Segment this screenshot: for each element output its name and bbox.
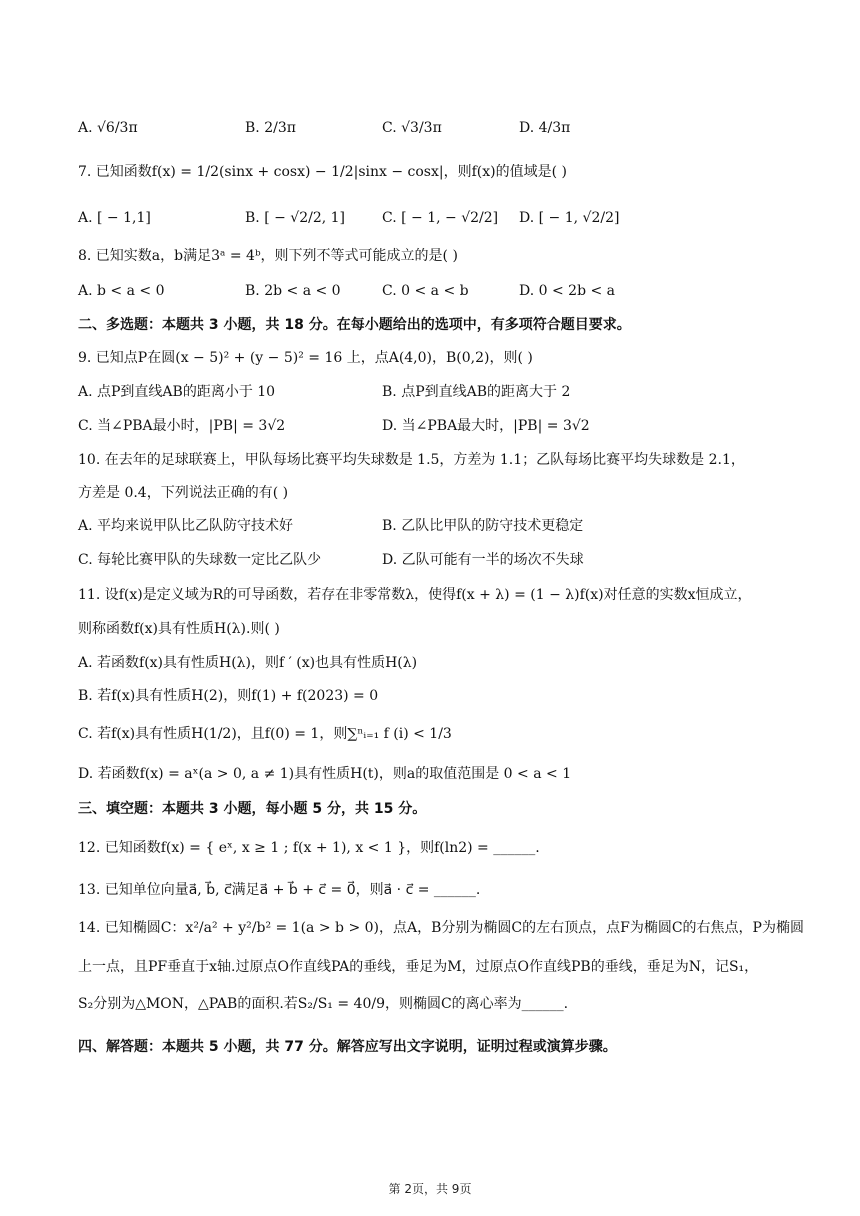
q8-option-c: C. 0 < a < b — [382, 283, 469, 299]
q7-option-b: B. [ − √2/2, 1] — [245, 210, 346, 226]
q9-option-a: A. 点P到直线AB的距离小于 10 — [78, 384, 276, 400]
q11-option-c: C. 若f(x)具有性质H(1/2)，且f(0) = 1，则∑ⁿᵢ₌₁ f (i) < 1/3 — [78, 726, 452, 742]
section-4-heading: 四、解答题：本题共 5 小题，共 77 分。解答应写出文字说明，证明过程或演算步骤。 — [78, 1039, 617, 1055]
q6-option-b: B. 2/3π — [245, 120, 296, 136]
q8-option-a: A. b < a < 0 — [78, 283, 165, 299]
q11-option-b: B. 若f(x)具有性质H(2)，则f(1) + f(2023) = 0 — [78, 688, 379, 704]
q11-stem-line1: 11. 设f(x)是定义域为R的可导函数，若存在非零常数λ，使得f(x + λ) = (1 − λ)f(x)对任意的实数x恒成立， — [78, 587, 752, 603]
q14-line3: S₂分别为△MON，△PAB的面积.若S₂/S₁ = 40/9，则椭圆C的离心率为______. — [78, 996, 569, 1012]
q10-stem-line1: 10. 在去年的足球联赛上，甲队每场比赛平均失球数是 1.5，方差为 1.1；乙队每场比赛平均失球数是 2.1， — [78, 452, 745, 468]
q6-option-c: C. √3/3π — [382, 120, 442, 136]
q10-option-a: A. 平均来说甲队比乙队防守技术好 — [78, 518, 294, 534]
q9-stem: 9. 已知点P在圆(x − 5)² + (y − 5)² = 16 上，点A(4,0)，B(0,2)，则( ) — [78, 350, 533, 366]
q9-option-b: B. 点P到直线AB的距离大于 2 — [382, 384, 571, 400]
q7-option-a: A. [ − 1,1] — [78, 210, 151, 226]
q11-option-a: A. 若函数f(x)具有性质H(λ)，则f ′ (x)也具有性质H(λ) — [78, 655, 418, 671]
q8-option-b: B. 2b < a < 0 — [245, 283, 341, 299]
q10-option-d: D. 乙队可能有一半的场次不失球 — [382, 552, 584, 568]
q13-stem: 13. 已知单位向量a⃗, b⃗, c⃗满足a⃗ + b⃗ + c⃗ = 0⃗，则a⃗ · c⃗ = ______. — [78, 882, 481, 898]
q10-option-b: B. 乙队比甲队的防守技术更稳定 — [382, 518, 584, 534]
q14-line2: 上一点，且PF垂直于x轴.过原点O作直线PA的垂线，垂足为M，过原点O作直线PB的垂线，垂足为N，记S₁， — [78, 959, 759, 975]
q11-stem-line2: 则称函数f(x)具有性质H(λ).则( ) — [78, 621, 280, 637]
q10-stem-line2: 方差是 0.4，下列说法正确的有( ) — [78, 485, 289, 501]
q6-option-d: D. 4/3π — [519, 120, 571, 136]
q7-option-d: D. [ − 1, √2/2] — [519, 210, 620, 226]
q7-stem: 7. 已知函数f(x) = 1/2(sinx + cosx) − 1/2|sinx − cosx|，则f(x)的值域是( ) — [78, 164, 567, 180]
page-footer: 第 2页，共 9页 — [388, 1182, 472, 1196]
q8-stem: 8. 已知实数a，b满足3ᵃ = 4ᵇ，则下列不等式可能成立的是( ) — [78, 248, 458, 264]
q9-option-d: D. 当∠PBA最大时，|PB| = 3√2 — [382, 418, 590, 434]
q9-option-c: C. 当∠PBA最小时，|PB| = 3√2 — [78, 418, 286, 434]
q14-line1: 14. 已知椭圆C：x²/a² + y²/b² = 1(a > b > 0)，点A，B分别为椭圆C的左右顶点，点F为椭圆C的右焦点，P为椭圆 — [78, 920, 804, 936]
section-3-heading: 三、填空题：本题共 3 小题，每小题 5 分，共 15 分。 — [78, 801, 427, 817]
q7-option-c: C. [ − 1, − √2/2] — [382, 210, 499, 226]
q8-option-d: D. 0 < 2b < a — [519, 283, 616, 299]
q12-stem: 12. 已知函数f(x) = { eˣ, x ≥ 1 ; f(x + 1), x < 1 }，则f(ln2) = ______. — [78, 840, 540, 856]
q10-option-c: C. 每轮比赛甲队的失球数一定比乙队少 — [78, 552, 322, 568]
section-2-heading: 二、多选题：本题共 3 小题，共 18 分。在每小题给出的选项中，有多项符合题目要求。 — [78, 317, 631, 333]
q6-option-a: A. √6/3π — [78, 120, 138, 136]
q11-option-d: D. 若函数f(x) = aˣ(a > 0, a ≠ 1)具有性质H(t)，则a的取值范围是 0 < a < 1 — [78, 766, 572, 782]
